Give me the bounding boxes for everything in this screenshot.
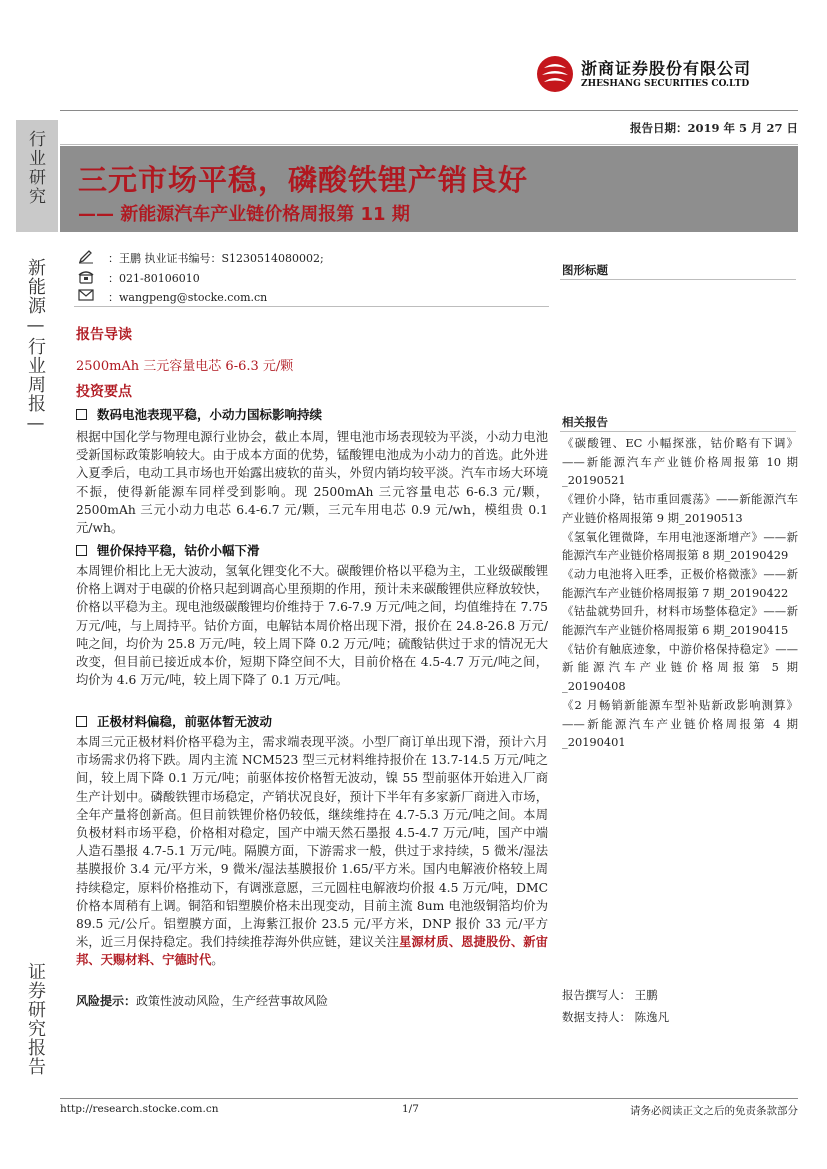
report-date: 报告日期：2019 年 5 月 27 日 [629, 121, 798, 135]
report-subtitle: —— 新能源汽车产业链价格周报第 11 期 [78, 204, 410, 225]
section-1-body: 根据中国化学与物理电源行业协会，截止本周，锂电池市场表现较为平淡，小动力电池受新国标政策影响较大。由于成本方面的优势，锰酸锂电池成为小动力的首选。此外进入夏季后，电动工具市场也开始露出疲软的苗头，外贸内销均较平淡。汽车市场大环境不振，使得新能源车同样受到影响。现 2500mAh 三元容量电芯 6-6.3 元/颗，2500mAh 三元小动力电芯 6.4-6.7 元/颗，三元车用电芯 0.9 元/wh，模组贵 0.1 元/wh。 [76, 430, 548, 536]
checkbox-bullet-icon [76, 409, 87, 420]
company-name-cn: 浙商证券股份有限公司 [581, 59, 752, 78]
section-1-title [76, 405, 322, 423]
section-1-title-text: 数码电池表现平稳，小动力国标影响持续 [97, 407, 323, 422]
footer-disclaimer: 请务必阅读正文之后的免责条款部分 [630, 1105, 798, 1117]
section-3-body-end: 。 [211, 953, 224, 968]
sidebar-report-type-label: 证券研究报告 [25, 962, 46, 1076]
report-author: 报告撰写人： 王鹏 [562, 988, 658, 1002]
header-divider-2 [60, 144, 798, 145]
related-report-item[interactable]: 《氢氧化锂微降，车用电池逐渐增产》——新能源汽车产业链价格周报第 8 期_20190429 [562, 529, 798, 563]
risk-label: 风险提示： [76, 994, 137, 1008]
section-2-title [76, 541, 260, 559]
related-reports-heading: 相关报告 [562, 415, 608, 429]
related-heading-divider [560, 431, 796, 432]
envelope-icon [78, 289, 96, 303]
related-report-item[interactable]: 《动力电池将入旺季，正极价格微涨》——新能源汽车产业链价格周报第 7 期_20190422 [562, 566, 798, 600]
invest-heading: 投资要点 [76, 384, 132, 400]
lead-heading: 报告导读 [76, 327, 132, 343]
report-title: 三元市场平稳，磷酸铁锂产销良好 [78, 163, 529, 197]
footer-divider [60, 1098, 798, 1099]
analyst-email[interactable]: ：wangpeng@stocke.com.cn [108, 291, 268, 304]
related-report-item[interactable]: 《锂价小降，钴市重回震荡》——新能源汽车产业链价格周报第 9 期_20190513 [562, 492, 798, 525]
related-report-item[interactable]: 《碳酸锂、EC 小幅探涨，钴价略有下调》——新能源汽车产业链价格周报第 10 期_20190521 [562, 436, 798, 488]
recommended-stocks-1: 星源材质、恩捷股份、 [399, 934, 524, 950]
section-3-title [76, 712, 272, 730]
company-logo [535, 52, 775, 98]
footer-url-link[interactable]: http://research.stocke.com.cn [60, 1103, 219, 1115]
related-reports-list [562, 434, 798, 752]
checkbox-bullet-icon [76, 545, 87, 556]
related-report-item[interactable]: 《2 月畅销新能源车型补贴新政影响测算》——新能源汽车产业链价格周报第 4 期_20190401 [562, 697, 798, 750]
risk-warning [76, 992, 328, 1009]
analyst-name-license: ：王鹏 执业证书编号：S1230514080002; [108, 252, 324, 265]
company-name-en: ZHESHANG SECURITIES CO.LTD [581, 79, 750, 89]
pencil-icon [78, 250, 96, 264]
section-3-title-text: 正极材料偏稳，前驱体暂无波动 [97, 714, 273, 729]
analyst-info [562, 984, 669, 1028]
risk-text: 政策性波动风险，生产经营事故风险 [136, 994, 329, 1008]
related-report-item[interactable]: 《钴价有触底迹象，中游价格保持稳定》——新能源汽车产业链价格周报第 5 期_20190408 [562, 641, 798, 694]
sidebar-industry-label: 新能源—行业周报— [25, 258, 46, 435]
section-2-body: 本周锂价相比上无大波动，氢氧化锂变化不大。碳酸锂价格以平稳为主，工业级碳酸锂价格上调对于电碳的价格只起到调高心里预期的作用，预计未来碳酸锂供应释放较快，价格以平稳为主。现电池级碳酸锂均价维持于 7.6-7.9 万元/吨之间，均值维持在 7.75 万元/吨，与上周持平。钴价方面，电解钴本周价格出现下滑，报价在 24.8-26.8 万元/吨之间，均价为 25.8 万元/吨，较上周下降 0.2 万元/吨；硫酸钴供过于求的情况无大改变，但目前已接近成本价，短期下降空间不大，目前价格在 4.5-4.7 万元/吨之间，均价为 4.6 万元/吨，较上周下降了 0.1 万元/吨。 [76, 564, 548, 688]
phone-icon [78, 270, 96, 284]
recommended-stocks-2: 新宙邦、天赐材料、宁德时代 [76, 934, 548, 968]
related-report-item[interactable]: 《钴盐就势回升，材料市场整体稳定》——新能源汽车产业链价格周报第 6 期_20190415 [562, 604, 798, 638]
section-3-body-text: 本周三元正极材料价格平稳为主，需求端表现平淡。小型厂商订单出现下滑，预计六月市场需求仍将下跌。周内主流 NCM523 型三元材料维持报价在 13.7-14.5 万元/吨之间，较上周下降 0.1 万元/吨；前驱体按价格暂无波动，镍 55 型前驱体开始进入厂商生产计划中。磷酸铁锂市场稳定，产销状况良好，预计下半年有多家新厂商进入市场，全年产量将创新高。但目前铁锂价格仍较低，继续维持在 4.7-5.3 万元/吨之间。本周负极材料市场平稳，价格相对稳定，国产中端天然石墨报 4.5-4.7 万元/吨，国产中端人造石墨报 4.7-5.1 万元/吨。隔膜方面，下游需求一般，供过于求持续，5 微米/湿法基膜报价 3.4 元/平方米，9 微米/湿法基膜报价 1.65/平方米。国内电解液价格较上周持续稳定，原料价格推动下，有调涨意愿，三元圆柱电解液均价报 4.5 万元/吨，DMC 价格本周稍有上调。铜箔和铝塑膜价格未出现变动，目前主流 8um 电池级铜箔均价为 89.5 元/公斤。铝塑膜方面，上海紫江报价 23.5 元/平方米，DNP 报价 33 元/平方米，近三月保持稳定。我们持续推荐海外供应链，建议关注 [76, 735, 548, 950]
logo-mark-icon [535, 54, 575, 94]
figure-heading: 图形标题 [562, 263, 608, 277]
figure-heading-divider [560, 279, 796, 280]
sidebar-category-label: 行业研究 [25, 130, 45, 206]
section-3-body [76, 733, 548, 970]
analyst-phone: ：021-80106010 [108, 272, 200, 285]
data-support: 数据支持人： 陈逸凡 [562, 1010, 670, 1024]
checkbox-bullet-icon [76, 716, 87, 727]
contact-divider [74, 306, 549, 307]
section-2-title-text: 锂价保持平稳，钴价小幅下滑 [97, 543, 260, 558]
lead-text: 2500mAh 三元容量电芯 6-6.3 元/颗 [76, 359, 294, 374]
header-divider [60, 110, 798, 111]
page-number: 1/7 [402, 1103, 419, 1115]
